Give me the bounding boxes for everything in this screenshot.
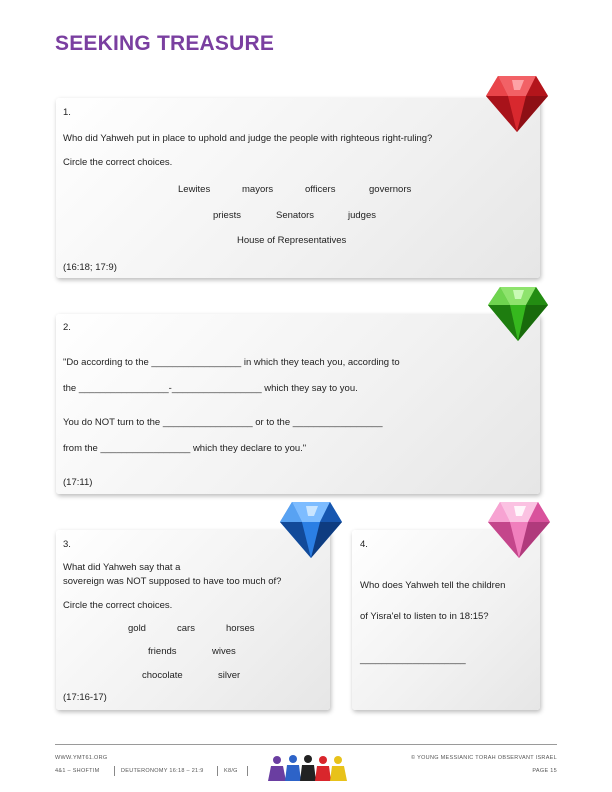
footer-scripture: DEUTERONOMY 16:18 – 21:9 bbox=[121, 768, 204, 774]
question-1-instruction: Circle the correct choices. bbox=[63, 157, 173, 168]
blue-gem-icon bbox=[278, 498, 344, 560]
question-2-line-1: "Do according to the _________________ in which they teach you, according to bbox=[63, 357, 400, 368]
question-3-number: 3. bbox=[63, 539, 71, 550]
footer-separator bbox=[114, 766, 115, 776]
question-3-line-1: What did Yahweh say that a bbox=[63, 562, 181, 573]
choice-priests[interactable]: priests bbox=[213, 210, 241, 221]
choice-officers[interactable]: officers bbox=[305, 184, 336, 195]
question-1-number: 1. bbox=[63, 107, 71, 118]
question-2-number: 2. bbox=[63, 322, 71, 333]
choice-chocolate[interactable]: chocolate bbox=[142, 670, 183, 681]
children-logo-icon bbox=[268, 754, 348, 782]
question-4-answer-line[interactable]: ____________________ bbox=[360, 654, 466, 665]
footer-grade: K8/G bbox=[224, 768, 238, 774]
question-2-card bbox=[56, 314, 540, 494]
question-4-line-1: Who does Yahweh tell the children bbox=[360, 580, 506, 591]
red-gem-icon bbox=[484, 72, 550, 134]
choice-house-of-representatives[interactable]: House of Representatives bbox=[237, 235, 347, 246]
question-1-reference: (16:18; 17:9) bbox=[63, 262, 117, 273]
question-3-instruction: Circle the correct choices. bbox=[63, 600, 173, 611]
choice-mayors[interactable]: mayors bbox=[242, 184, 274, 195]
question-2-line-4: from the _________________ which they declare to you." bbox=[63, 443, 307, 454]
choice-silver[interactable]: silver bbox=[218, 670, 241, 681]
choice-friends[interactable]: friends bbox=[148, 646, 177, 657]
page-title: SEEKING TREASURE bbox=[55, 32, 275, 55]
footer-parasha: 4&1 – SHOFTIM bbox=[55, 768, 100, 774]
question-2-line-2: the _________________-_________________ which they say to you. bbox=[63, 383, 358, 394]
footer-separator bbox=[217, 766, 218, 776]
choice-horses[interactable]: horses bbox=[226, 623, 255, 634]
choice-cars[interactable]: cars bbox=[177, 623, 195, 634]
question-2-reference: (17:11) bbox=[63, 477, 93, 488]
choice-lewites[interactable]: Lewites bbox=[178, 184, 211, 195]
choice-governors[interactable]: governors bbox=[369, 184, 412, 195]
footer-copyright: © YOUNG MESSIANIC TORAH OBSERVANT ISRAEL bbox=[411, 755, 557, 761]
question-4-number: 4. bbox=[360, 539, 368, 550]
question-2-line-3: You do NOT turn to the _________________ or to the _________________ bbox=[63, 417, 383, 428]
question-3-reference: (17:16-17) bbox=[63, 692, 107, 703]
question-3-line-2: sovereign was NOT supposed to have too much of? bbox=[63, 576, 282, 587]
question-1-card bbox=[56, 98, 540, 278]
question-1-text: Who did Yahweh put in place to uphold and judge the people with righteous right-ruling? bbox=[63, 133, 433, 144]
footer-divider bbox=[55, 744, 557, 745]
question-4-line-2: of Yisra'el to listen to in 18:15? bbox=[360, 611, 489, 622]
choice-gold[interactable]: gold bbox=[128, 623, 146, 634]
footer-site[interactable]: WWW.YMT61.ORG bbox=[55, 755, 108, 761]
green-gem-icon bbox=[486, 283, 550, 343]
footer-separator bbox=[247, 766, 248, 776]
choice-judges[interactable]: judges bbox=[348, 210, 376, 221]
choice-senators[interactable]: Senators bbox=[276, 210, 315, 221]
pink-gem-icon bbox=[486, 498, 552, 560]
footer-page-number: PAGE 15 bbox=[532, 768, 557, 774]
choice-wives[interactable]: wives bbox=[212, 646, 236, 657]
